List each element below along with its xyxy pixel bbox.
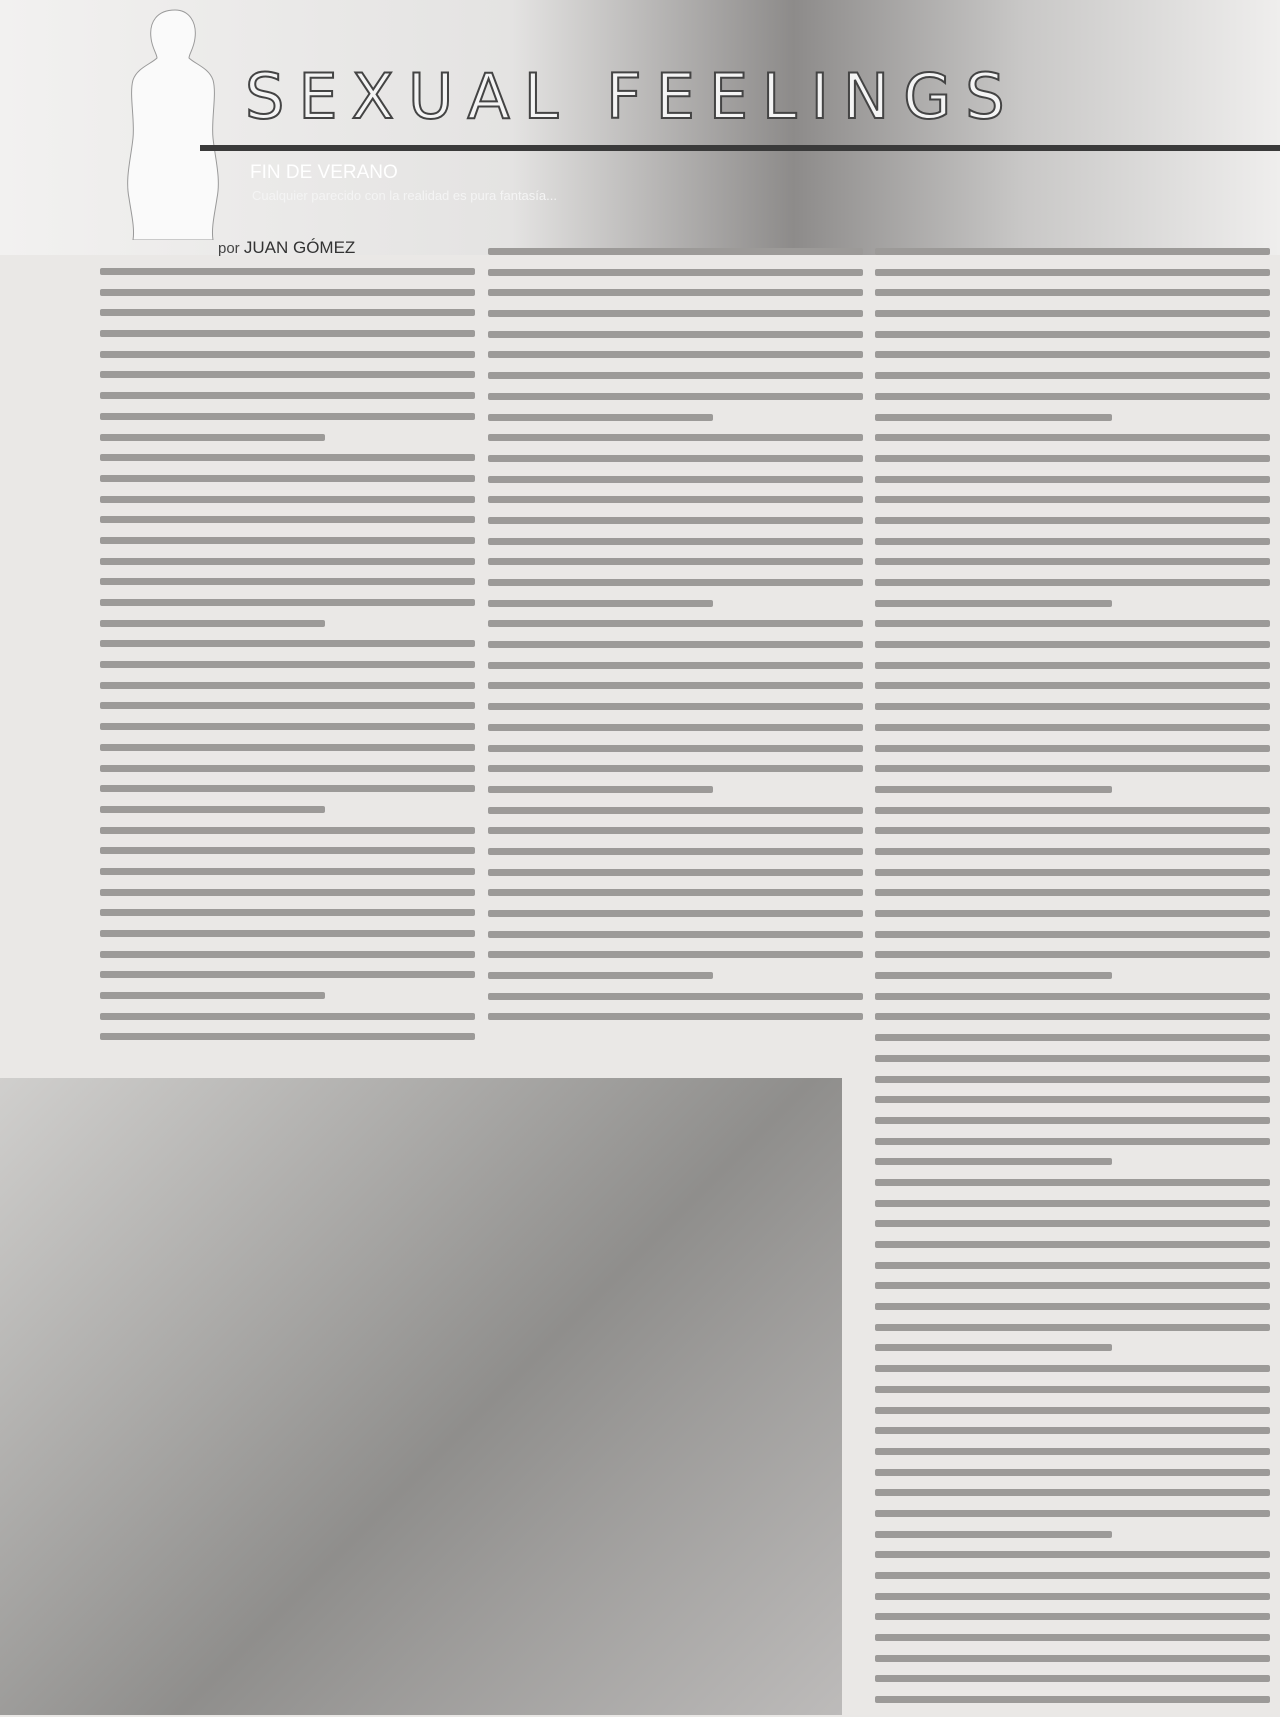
text-line-placeholder xyxy=(875,517,1270,524)
text-column-3 xyxy=(875,248,1270,1717)
text-column-1 xyxy=(100,268,475,1054)
text-line-placeholder xyxy=(875,1613,1270,1620)
text-line-placeholder xyxy=(100,371,475,378)
text-line-placeholder xyxy=(875,765,1270,772)
text-line-placeholder xyxy=(875,1675,1270,1682)
text-line-placeholder xyxy=(488,579,863,586)
text-line-placeholder xyxy=(875,1200,1270,1207)
text-line-placeholder xyxy=(100,309,475,316)
text-line-placeholder xyxy=(875,310,1270,317)
text-line-placeholder xyxy=(488,1013,863,1020)
text-line-placeholder xyxy=(875,1076,1270,1083)
text-line-placeholder xyxy=(875,1096,1270,1103)
text-line-placeholder xyxy=(100,640,475,647)
text-line-placeholder xyxy=(875,331,1270,338)
text-line-placeholder xyxy=(488,703,863,710)
text-line-placeholder xyxy=(100,351,475,358)
text-line-placeholder xyxy=(875,1593,1270,1600)
text-line-placeholder xyxy=(100,578,475,585)
text-line-placeholder xyxy=(875,1551,1270,1558)
text-line-placeholder xyxy=(875,351,1270,358)
text-line-placeholder xyxy=(875,1531,1112,1538)
text-line-placeholder xyxy=(875,1013,1270,1020)
text-line-placeholder xyxy=(100,268,475,275)
text-line-placeholder xyxy=(488,951,863,958)
text-line-placeholder xyxy=(488,848,863,855)
text-line-placeholder xyxy=(488,662,863,669)
text-line-placeholder xyxy=(488,517,863,524)
text-line-placeholder xyxy=(875,269,1270,276)
text-line-placeholder xyxy=(100,744,475,751)
text-line-placeholder xyxy=(488,558,863,565)
text-line-placeholder xyxy=(488,869,863,876)
text-line-placeholder xyxy=(875,1241,1270,1248)
text-line-placeholder xyxy=(100,1013,475,1020)
text-line-placeholder xyxy=(875,703,1270,710)
text-line-placeholder xyxy=(875,1158,1112,1165)
text-line-placeholder xyxy=(875,786,1112,793)
text-line-placeholder xyxy=(875,869,1270,876)
text-line-placeholder xyxy=(875,827,1270,834)
text-line-placeholder xyxy=(875,579,1270,586)
text-line-placeholder xyxy=(875,455,1270,462)
text-line-placeholder xyxy=(875,1303,1270,1310)
text-line-placeholder xyxy=(875,1034,1270,1041)
title-rule xyxy=(200,145,1280,151)
text-line-placeholder xyxy=(488,351,863,358)
text-line-placeholder xyxy=(488,807,863,814)
text-line-placeholder xyxy=(875,289,1270,296)
text-line-placeholder xyxy=(100,951,475,958)
text-line-placeholder xyxy=(488,765,863,772)
text-line-placeholder xyxy=(488,455,863,462)
text-line-placeholder xyxy=(875,600,1112,607)
text-line-placeholder xyxy=(100,806,325,813)
text-line-placeholder xyxy=(100,1033,475,1040)
text-line-placeholder xyxy=(488,745,863,752)
text-line-placeholder xyxy=(875,1510,1270,1517)
text-line-placeholder xyxy=(875,393,1270,400)
subtitle: FIN DE VERANO xyxy=(250,162,398,183)
text-line-placeholder xyxy=(488,269,863,276)
text-line-placeholder xyxy=(100,723,475,730)
text-line-placeholder xyxy=(488,682,863,689)
text-line-placeholder xyxy=(875,972,1112,979)
text-line-placeholder xyxy=(488,248,863,255)
text-line-placeholder xyxy=(100,454,475,461)
text-line-placeholder xyxy=(488,496,863,503)
text-line-placeholder xyxy=(488,724,863,731)
text-line-placeholder xyxy=(875,1386,1270,1393)
text-line-placeholder xyxy=(875,1634,1270,1641)
text-line-placeholder xyxy=(875,662,1270,669)
text-line-placeholder xyxy=(100,661,475,668)
byline-prefix: por xyxy=(218,240,240,257)
text-line-placeholder xyxy=(100,930,475,937)
text-line-placeholder xyxy=(100,558,475,565)
text-line-placeholder xyxy=(875,1055,1270,1062)
text-line-placeholder xyxy=(875,620,1270,627)
text-line-placeholder xyxy=(100,330,475,337)
text-line-placeholder xyxy=(875,993,1270,1000)
text-line-placeholder xyxy=(875,931,1270,938)
text-line-placeholder xyxy=(875,1448,1270,1455)
text-line-placeholder xyxy=(875,1344,1112,1351)
text-line-placeholder xyxy=(875,1324,1270,1331)
text-line-placeholder xyxy=(100,392,475,399)
text-line-placeholder xyxy=(875,538,1270,545)
text-line-placeholder xyxy=(100,909,475,916)
text-line-placeholder xyxy=(875,682,1270,689)
text-line-placeholder xyxy=(100,475,475,482)
text-line-placeholder xyxy=(100,992,325,999)
article-photo xyxy=(0,1078,842,1715)
text-line-placeholder xyxy=(100,434,325,441)
text-line-placeholder xyxy=(875,889,1270,896)
text-line-placeholder xyxy=(488,538,863,545)
text-line-placeholder xyxy=(488,434,863,441)
text-line-placeholder xyxy=(875,248,1270,255)
text-line-placeholder xyxy=(488,889,863,896)
text-line-placeholder xyxy=(100,413,475,420)
text-line-placeholder xyxy=(875,372,1270,379)
text-line-placeholder xyxy=(100,889,475,896)
text-line-placeholder xyxy=(875,476,1270,483)
text-line-placeholder xyxy=(100,827,475,834)
text-line-placeholder xyxy=(875,1117,1270,1124)
text-line-placeholder xyxy=(100,599,475,606)
page-title: SEXUAL FEELINGS xyxy=(245,60,1019,133)
text-line-placeholder xyxy=(875,641,1270,648)
text-line-placeholder xyxy=(100,868,475,875)
text-line-placeholder xyxy=(875,724,1270,731)
author-name: JUAN GÓMEZ xyxy=(243,238,356,257)
text-line-placeholder xyxy=(100,496,475,503)
text-line-placeholder xyxy=(875,807,1270,814)
text-line-placeholder xyxy=(875,1365,1270,1372)
tagline: Cualquier parecido con la realidad es pura fantasía... xyxy=(252,188,557,203)
text-line-placeholder xyxy=(875,558,1270,565)
text-line-placeholder xyxy=(488,910,863,917)
text-line-placeholder xyxy=(875,1407,1270,1414)
text-line-placeholder xyxy=(488,786,713,793)
text-line-placeholder xyxy=(488,393,863,400)
text-line-placeholder xyxy=(875,1696,1270,1703)
text-line-placeholder xyxy=(875,848,1270,855)
text-line-placeholder xyxy=(875,1489,1270,1496)
text-line-placeholder xyxy=(488,372,863,379)
text-line-placeholder xyxy=(488,931,863,938)
text-line-placeholder xyxy=(100,289,475,296)
text-line-placeholder xyxy=(875,1427,1270,1434)
text-line-placeholder xyxy=(875,1220,1270,1227)
text-line-placeholder xyxy=(100,702,475,709)
text-line-placeholder xyxy=(488,289,863,296)
text-line-placeholder xyxy=(875,1282,1270,1289)
text-line-placeholder xyxy=(488,331,863,338)
text-line-placeholder xyxy=(488,476,863,483)
text-line-placeholder xyxy=(488,600,713,607)
text-line-placeholder xyxy=(875,1179,1270,1186)
text-line-placeholder xyxy=(488,310,863,317)
text-line-placeholder xyxy=(488,972,713,979)
text-line-placeholder xyxy=(875,745,1270,752)
text-line-placeholder xyxy=(100,537,475,544)
header-band xyxy=(0,0,1280,255)
woman-silhouette-icon xyxy=(100,5,250,240)
text-line-placeholder xyxy=(875,910,1270,917)
text-line-placeholder xyxy=(488,414,713,421)
text-line-placeholder xyxy=(875,434,1270,441)
text-line-placeholder xyxy=(875,951,1270,958)
text-line-placeholder xyxy=(875,496,1270,503)
text-line-placeholder xyxy=(488,827,863,834)
text-line-placeholder xyxy=(488,993,863,1000)
text-line-placeholder xyxy=(100,785,475,792)
text-line-placeholder xyxy=(100,620,325,627)
text-line-placeholder xyxy=(875,1262,1270,1269)
byline xyxy=(218,238,355,258)
text-line-placeholder xyxy=(488,620,863,627)
text-line-placeholder xyxy=(100,516,475,523)
text-line-placeholder xyxy=(875,1572,1270,1579)
text-line-placeholder xyxy=(100,971,475,978)
text-line-placeholder xyxy=(875,1469,1270,1476)
text-column-2 xyxy=(488,248,863,1034)
text-line-placeholder xyxy=(488,641,863,648)
text-line-placeholder xyxy=(875,414,1112,421)
text-line-placeholder xyxy=(875,1655,1270,1662)
text-line-placeholder xyxy=(875,1138,1270,1145)
text-line-placeholder xyxy=(100,682,475,689)
text-line-placeholder xyxy=(100,847,475,854)
text-line-placeholder xyxy=(100,765,475,772)
